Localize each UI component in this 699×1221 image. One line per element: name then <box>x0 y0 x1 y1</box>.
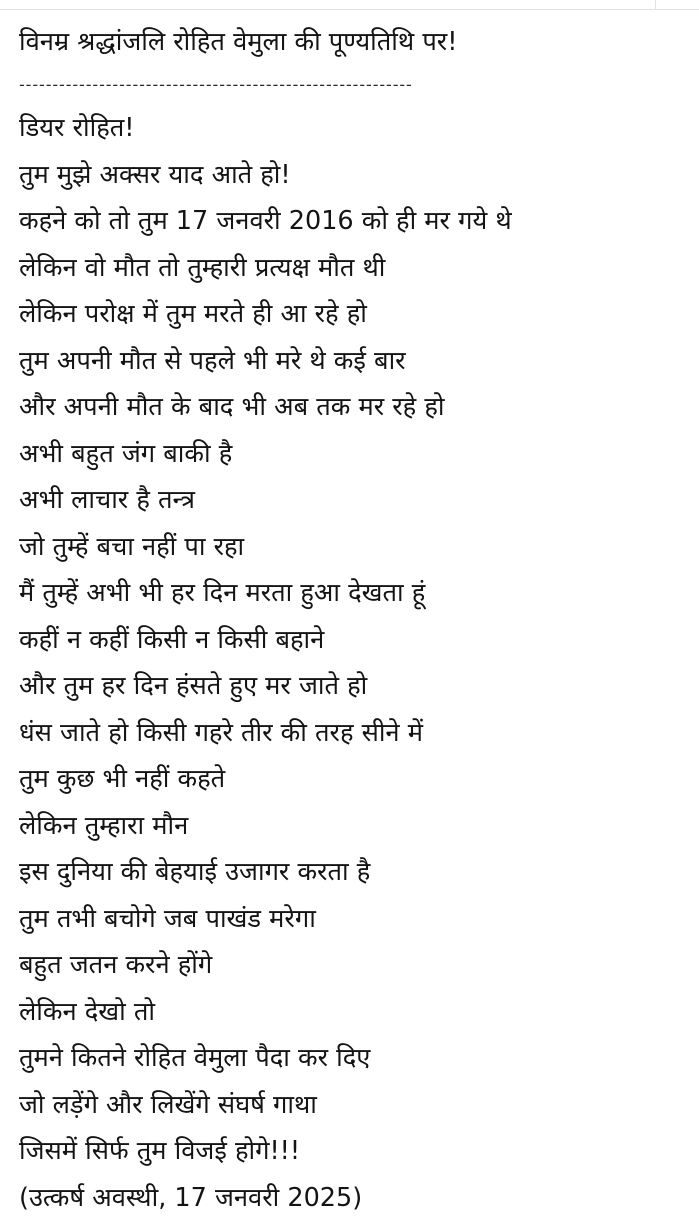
poem-line: लेकिन परोक्ष में तुम मरते ही आ रहे हो <box>19 291 691 338</box>
poem-line: अभी बहुत जंग बाकी है <box>19 431 691 478</box>
poem-line: और अपनी मौत के बाद भी अब तक मर रहे हो <box>19 384 691 431</box>
poem-line: डियर रोहित! <box>19 105 691 152</box>
poem-body <box>19 105 691 1175</box>
poem-line: लेकिन वो मौत तो तुम्हारी प्रत्यक्ष मौत थी <box>19 245 691 292</box>
poem-document <box>19 19 691 1221</box>
poem-title: विनम्र श्रद्धांजलि रोहित वेमुला की पूण्यतिथि पर! <box>19 19 691 65</box>
poem-line: जो लड़ेंगे और लिखेंगे संघर्ष गाथा <box>19 1082 691 1129</box>
top-divider-edge <box>655 0 656 10</box>
poem-line: तुम कुछ भी नहीं कहते <box>19 756 691 803</box>
poem-line: लेकिन देखो तो <box>19 989 691 1036</box>
poem-line: बहुत जतन करने होंगे <box>19 942 691 989</box>
poem-line: तुम मुझे अक्सर याद आते हो! <box>19 152 691 199</box>
poem-line: धंस जाते हो किसी गहरे तीर की तरह सीने में <box>19 710 691 757</box>
poem-line: और तुम हर दिन हंसते हुए मर जाते हो <box>19 663 691 710</box>
poem-line: इस दुनिया की बेहयाई उजागर करता है <box>19 849 691 896</box>
dash-separator: ----------------------------------------------------------- <box>19 65 547 105</box>
poem-line: तुम अपनी मौत से पहले भी मरे थे कई बार <box>19 338 691 385</box>
poem-line: अभी लाचार है तन्त्र <box>19 477 691 524</box>
poem-line: कहने को तो तुम 17 जनवरी 2016 को ही मर गये थे <box>19 198 691 245</box>
poem-line: तुम तभी बचोगे जब पाखंड मरेगा <box>19 896 691 943</box>
poem-line: जो तुम्हें बचा नहीं पा रहा <box>19 524 691 571</box>
poem-line: मैं तुम्हें अभी भी हर दिन मरता हुआ देखता हूं <box>19 570 691 617</box>
poem-signature: (उत्कर्ष अवस्थी, 17 जनवरी 2025) <box>19 1175 691 1221</box>
poem-line: लेकिन तुम्हारा मौन <box>19 803 691 850</box>
poem-line: जिसमें सिर्फ तुम विजई होगे!!! <box>19 1128 691 1175</box>
poem-line: कहीं न कहीं किसी न किसी बहाने <box>19 617 691 664</box>
top-divider <box>0 9 699 10</box>
poem-line: तुमने कितने रोहित वेमुला पैदा कर दिए <box>19 1035 691 1082</box>
